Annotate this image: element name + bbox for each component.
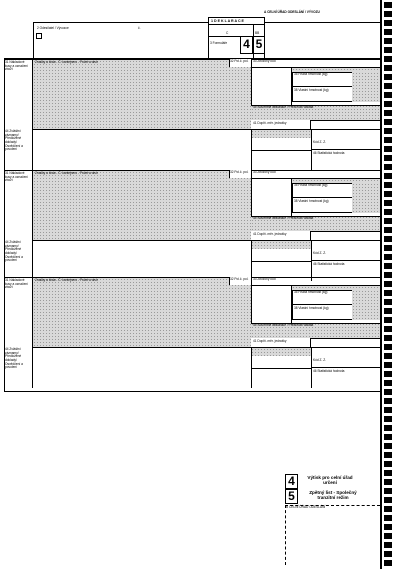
sprocket-hole <box>384 335 392 341</box>
sprocket-hole <box>384 38 392 44</box>
marks-label: Značky a čísla - Č. kontejneru - Počet a druh <box>35 60 99 64</box>
code-label: Kód Z. Z. <box>313 358 327 362</box>
sprocket-hole <box>384 398 392 404</box>
declaration-label: 1 D E K L A R A C E <box>211 19 244 23</box>
supplementary-units-label: 41 Doplň. měr. jednotky <box>253 121 287 125</box>
sprocket-hole <box>384 119 392 125</box>
sprocket-hole <box>384 254 392 260</box>
sprocket-hole <box>384 2 392 8</box>
sprocket-hole <box>384 263 392 269</box>
return-office-label: B CELNÍ ÚŘAD ODESLÁNÍ <box>286 505 326 509</box>
sprocket-hole <box>384 461 392 467</box>
net-mass-label: 38 Vlastní hmotnost (kg) <box>294 199 329 203</box>
sprocket-hole <box>384 434 392 440</box>
gross-mass-label: 35 Hrubá hmotnost (kg) <box>294 72 328 76</box>
statistical-value-label: 46 Statistická hodnota <box>313 151 345 155</box>
consignor-label: 2 Odesílatel / Vývozce <box>37 26 69 30</box>
sprocket-hole <box>384 380 392 386</box>
commodity-code-label: 33 Zbožový kód <box>253 170 276 174</box>
sprocket-hole <box>384 290 392 296</box>
previous-document-label: 40 Souhrnné deklarace / Předchozí doklad <box>253 216 314 220</box>
special-mentions-label: 44 Zvláštní záznamy/ Předložené doklady/ Osvědčení a povolení <box>5 240 23 263</box>
goods-item-block <box>4 170 380 281</box>
checkbox-icon[interactable] <box>36 33 42 39</box>
box-c: C <box>226 31 229 35</box>
sprocket-hole <box>384 326 392 332</box>
sprocket-hole <box>384 137 392 143</box>
sprocket-hole <box>384 74 392 80</box>
sprocket-hole <box>384 479 392 485</box>
goods-item-block <box>4 277 380 388</box>
sprocket-hole <box>384 110 392 116</box>
sprocket-hole <box>384 371 392 377</box>
sprocket-hole <box>384 128 392 134</box>
statistical-value-label: 46 Statistická hodnota <box>313 369 345 373</box>
sprocket-hole <box>384 389 392 395</box>
sprocket-hole <box>384 281 392 287</box>
sprocket-hole <box>384 236 392 242</box>
previous-document-label: 40 Souhrnné deklarace / Předchozí doklad <box>253 105 314 109</box>
sprocket-hole <box>384 353 392 359</box>
sprocket-hole <box>384 20 392 26</box>
item-number-label: 32 Pol.č. pol. <box>230 59 249 63</box>
goods-description-label: 31 Nákladové kusy a označení zboží <box>5 278 29 290</box>
consignor-box <box>33 22 208 58</box>
return-office-box <box>285 505 380 565</box>
sprocket-hole <box>384 209 392 215</box>
sprocket-hole <box>384 29 392 35</box>
sprocket-hole <box>384 92 392 98</box>
marks-label: Značky a čísla - Č. kontejneru - Počet a druh <box>35 278 99 282</box>
goods-description-field[interactable] <box>33 278 251 347</box>
supplementary-units-label: 41 Doplň. měr. jednotky <box>253 339 287 343</box>
copy-digit-right: 5 <box>255 37 263 51</box>
sprocket-hole <box>384 146 392 152</box>
sprocket-hole <box>384 83 392 89</box>
sprocket-hole <box>384 272 392 278</box>
gross-mass-label: 35 Hrubá hmotnost (kg) <box>294 290 328 294</box>
special-mentions-label: 44 Zvláštní záznamy/ Předložené doklady/ Osvědčení a povolení <box>5 347 23 370</box>
sprocket-hole <box>384 227 392 233</box>
copy4-number: 4 <box>288 474 295 488</box>
sprocket-hole <box>384 47 392 53</box>
net-mass-label: 38 Vlastní hmotnost (kg) <box>294 88 329 92</box>
special-mentions-field[interactable] <box>33 241 251 281</box>
sprocket-hole <box>384 407 392 413</box>
sprocket-hole <box>384 245 392 251</box>
goods-item-block <box>4 59 380 170</box>
sprocket-hole <box>384 542 392 548</box>
copy-digit-left: 4 <box>243 37 250 51</box>
sprocket-hole <box>384 416 392 422</box>
special-mentions-field[interactable] <box>33 130 251 170</box>
special-mentions-field[interactable] <box>33 348 251 388</box>
commodity-code-label: 33 Zbožový kód <box>253 277 276 281</box>
sprocket-hole <box>384 470 392 476</box>
goods-description-label: 31 Nákladové kusy a označení zboží <box>5 171 29 183</box>
sprocket-hole <box>384 317 392 323</box>
sprocket-hole <box>384 515 392 521</box>
sprocket-hole <box>384 443 392 449</box>
sprocket-hole <box>384 425 392 431</box>
sprocket-hole <box>384 173 392 179</box>
statistical-value-label: 46 Statistická hodnota <box>313 262 345 266</box>
supplementary-units-label: 41 Doplň. měr. jednotky <box>253 232 287 236</box>
consignor-no-label: č. <box>138 26 141 30</box>
sprocket-hole <box>384 506 392 512</box>
sprocket-hole <box>384 218 392 224</box>
copy5-number: 5 <box>288 489 295 503</box>
sprocket-hole <box>384 11 392 17</box>
item-number-label: 32 Pol.č. pol. <box>230 170 249 174</box>
sprocket-hole <box>384 182 392 188</box>
sprocket-hole <box>384 452 392 458</box>
box-bb: BB <box>255 31 260 35</box>
forms-label: 3 Formuláře <box>210 41 228 45</box>
sprocket-hole <box>384 551 392 557</box>
sprocket-hole <box>384 497 392 503</box>
code-label: Kód Z. Z. <box>313 140 327 144</box>
sprocket-hole <box>384 560 392 566</box>
sprocket-hole <box>384 101 392 107</box>
special-mentions-label: 44 Zvláštní záznamy/ Předložené doklady/ Osvědčení a povolení <box>5 129 23 152</box>
gross-mass-label: 35 Hrubá hmotnost (kg) <box>294 183 328 187</box>
goods-description-label: 31 Nákladové kusy a označení zboží <box>5 60 29 72</box>
sprocket-hole <box>384 308 392 314</box>
customs-office-label: A CELNÍ ÚŘAD ODESLÁNÍ / VÝVOZU <box>264 10 320 14</box>
goods-description-field[interactable] <box>33 60 251 129</box>
sprocket-hole <box>384 164 392 170</box>
code-label: Kód Z. Z. <box>313 251 327 255</box>
sprocket-hole <box>384 56 392 62</box>
copy4-text: Výtisk pro celní úřad určení <box>307 475 353 486</box>
sprocket-hole <box>384 155 392 161</box>
item-number-label: 32 Pol.č. pol. <box>230 277 249 281</box>
goods-description-field[interactable] <box>33 171 251 240</box>
sprocket-hole <box>384 344 392 350</box>
marks-label: Značky a čísla - Č. kontejneru - Počet a druh <box>35 171 99 175</box>
sprocket-hole <box>384 200 392 206</box>
sprocket-hole <box>384 362 392 368</box>
commodity-code-label: 33 Zbožový kód <box>253 59 276 63</box>
copy5-text: Zpětný list - Společný tranzitní režim <box>309 490 357 501</box>
previous-document-label: 40 Souhrnné deklarace / Předchozí doklad <box>253 323 314 327</box>
net-mass-label: 38 Vlastní hmotnost (kg) <box>294 306 329 310</box>
sprocket-hole <box>384 488 392 494</box>
sprocket-hole <box>384 524 392 530</box>
sprocket-hole <box>384 299 392 305</box>
sprocket-hole <box>384 191 392 197</box>
sprocket-hole <box>384 533 392 539</box>
sprocket-hole <box>384 65 392 71</box>
